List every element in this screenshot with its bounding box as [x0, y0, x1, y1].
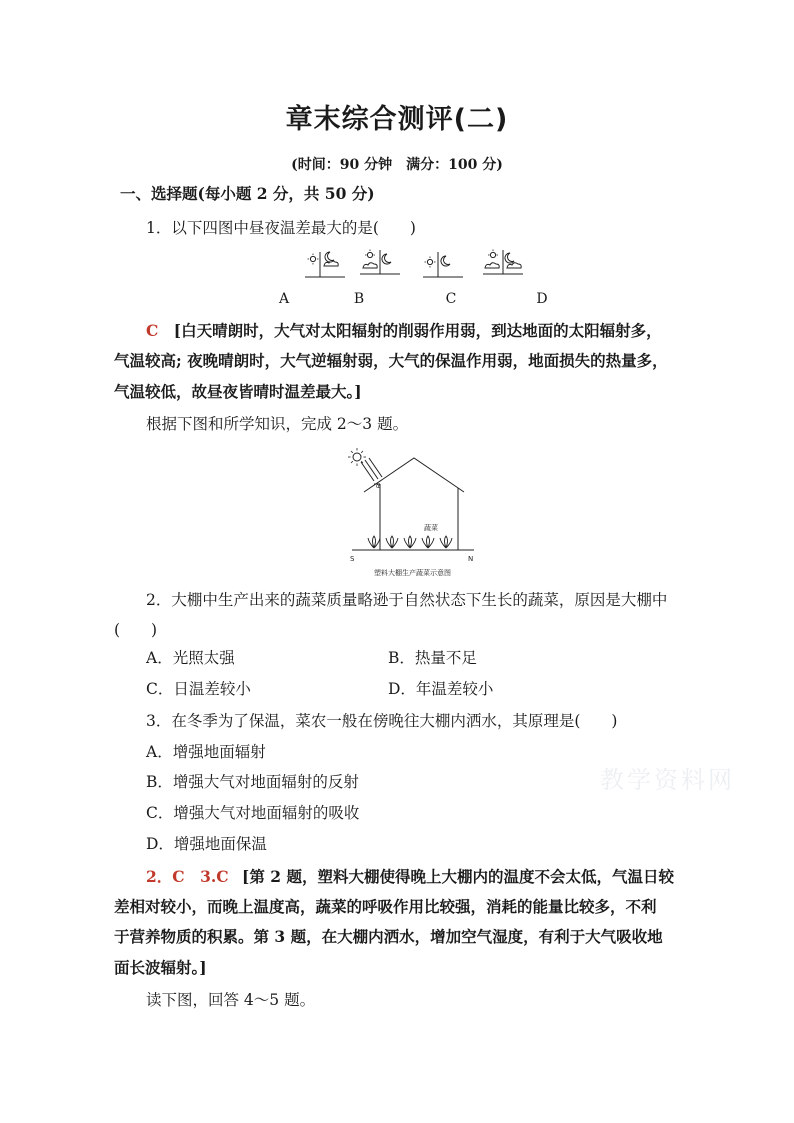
answer-2-3-explanation-2: 差相对较小，而晚上温度高，蔬菜的呼吸作用比较强，消耗的能量比较多，不利 [114, 897, 657, 916]
q2-option-c: C．日温差较小 [146, 680, 251, 698]
south-label: S [350, 555, 355, 563]
q3-option-a: A．增强地面辐射 [146, 743, 266, 761]
q1-answer-line-1 [146, 320, 662, 342]
q3-option-c: C．增强大气对地面辐射的吸收 [146, 804, 360, 822]
question-2-stem-1: 2．大棚中生产出来的蔬菜质量略逊于自然状态下生长的蔬菜，原因是大棚中 [146, 591, 668, 609]
vegetable-label: 蔬菜 [424, 524, 438, 532]
diagram-d [483, 250, 523, 275]
q1-option-d: D [536, 291, 548, 307]
q1-option-c: C [445, 291, 457, 307]
intro-4-5: 读下图，回答 4～5 题。 [146, 991, 316, 1009]
answer-2-3-letters: 2．C 3.C [146, 867, 229, 886]
diagram-c [423, 252, 463, 277]
q3-option-b: B．增强大气对地面辐射的反射 [146, 773, 359, 791]
q1-answer-letter: C [146, 321, 159, 340]
angle-label: α [376, 483, 380, 490]
question-2-stem-2: ( ) [114, 621, 158, 639]
answer-2-3-line-1 [146, 866, 674, 888]
q1-weather-diagrams [300, 244, 540, 284]
q2-option-d: D．年温差较小 [388, 680, 494, 698]
figure-caption: 塑料大棚生产蔬菜示意图 [374, 569, 451, 577]
greenhouse-diagram [340, 444, 480, 568]
section-heading: 一、选择题(每小题 2 分，共 50 分) [120, 184, 375, 203]
north-label: N [468, 555, 474, 563]
q1-explanation-3: 气温较低，故昼夜皆晴时温差最大。] [114, 382, 362, 401]
answer-2-3-explanation-3: 于营养物质的积累。第 3 题，在大棚内洒水，增加空气湿度，有利于大气吸收地 [114, 927, 663, 946]
intro-2-3: 根据下图和所学知识，完成 2～3 题。 [146, 415, 409, 433]
q1-option-b: B [353, 291, 365, 307]
question-3-stem: 3．在冬季为了保温，菜农一般在傍晚往大棚内洒水，其原理是( ) [146, 712, 618, 730]
diagram-b [360, 250, 400, 275]
q2-option-a: A．光照太强 [146, 649, 235, 667]
q3-option-d: D．增强地面保温 [146, 835, 267, 853]
q1-explanation-1: [白天晴朗时，大气对太阳辐射的削弱作用弱，到达地面的太阳辐射多， [173, 321, 662, 340]
diagram-a [305, 252, 345, 277]
answer-2-3-explanation-4: 面长波辐射。] [114, 958, 207, 977]
page-title: 章末综合测评(二) [285, 104, 509, 135]
exam-info: (时间：90 分钟 满分：100 分) [291, 157, 503, 173]
q1-option-a: A [278, 291, 290, 307]
q1-explanation-2: 气温较高; 夜晚晴朗时，大气逆辐射弱，大气的保温作用弱，地面损失的热量多， [114, 351, 668, 370]
answer-2-3-explanation-1: [第 2 题，塑料大棚使得晚上大棚内的温度不会太低，气温日较 [242, 867, 674, 886]
watermark: 教学资料网 [600, 766, 735, 794]
q2-option-b: B．热量不足 [388, 649, 477, 667]
question-1-stem: 1．以下四图中昼夜温差最大的是( ) [146, 219, 416, 237]
